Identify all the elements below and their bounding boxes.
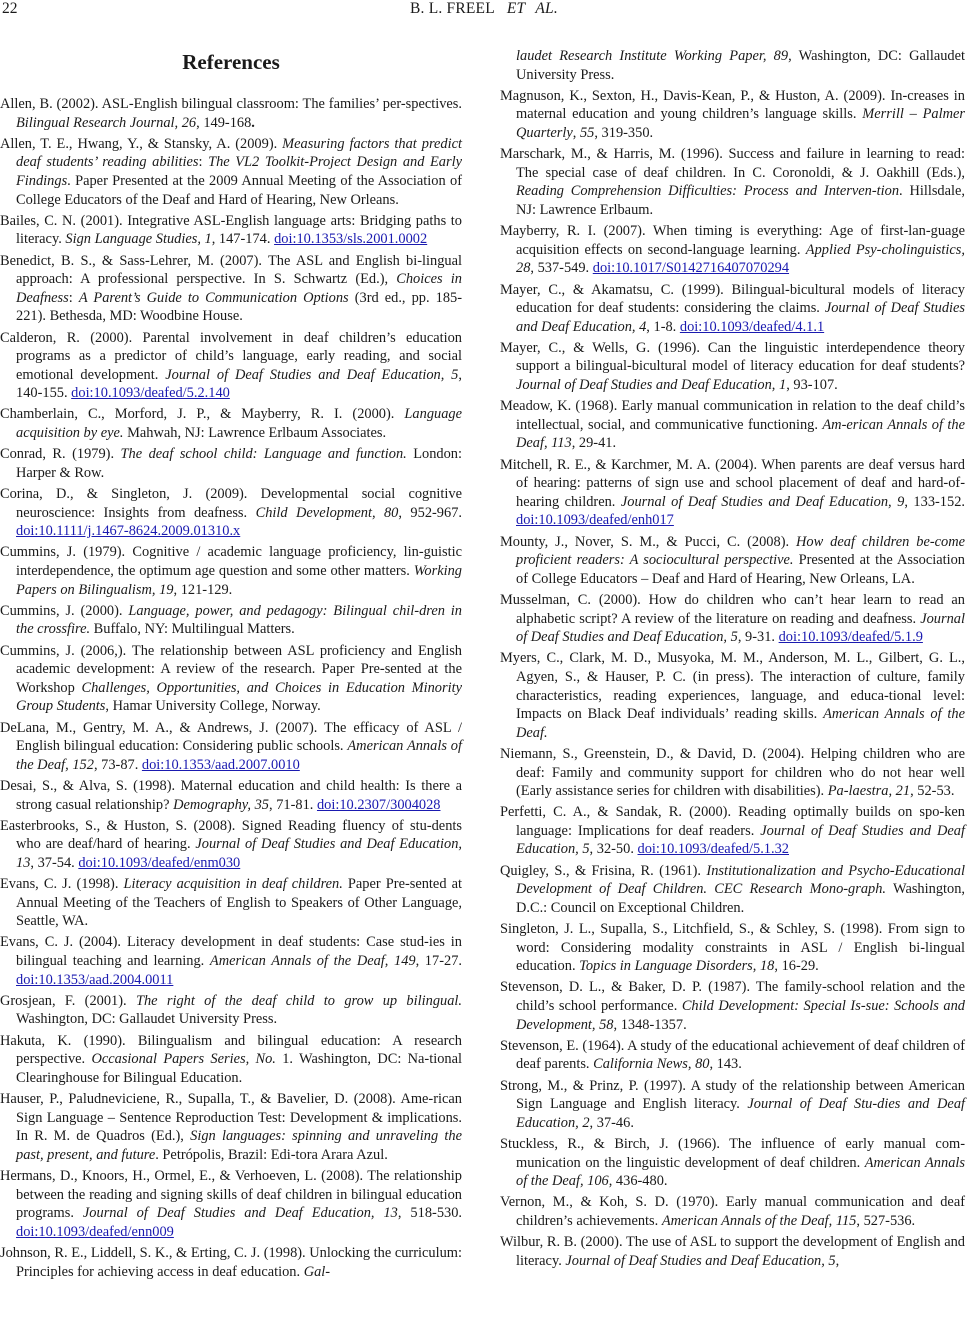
reference-text: Hermans, D., Knoors, H., Ormel, E., & Verhoeven, L. (2008). The relationship between the reading and signing skills of deaf children in bilingual education programs. <box>0 1167 462 1222</box>
doi-link[interactable]: doi:10.1093/deafed/4.1.1 <box>679 318 825 335</box>
reference-text: Perfetti, C. A., & Sandak, R. (2000). Reading optimally builds on spo-ken language: Implications for deaf readers. <box>500 804 965 839</box>
reference-text: Niemann, S., Greenstein, D., & David, D. (2004). Helping children who are deaf: Family and community support for children who do not hear well (Early assistance series for children with disabilities). <box>500 745 965 800</box>
reference-entry <box>500 1193 965 1230</box>
doi-link[interactable]: doi:10.1093/deafed/enn009 <box>16 1223 174 1240</box>
reference-text: Conrad, R. (1979). <box>0 446 121 463</box>
doi-link[interactable]: doi:10.1353/sls.2001.0002 <box>274 231 428 248</box>
reference-entry-continued <box>500 47 965 84</box>
reference-text: Mayberry, R. I. (2007). When timing is everything: Age of first-lan-guage acquisition effects on second-language learning. <box>500 223 965 258</box>
reference-text: , 1-8. <box>646 318 680 335</box>
reference-text: Cummins, J. (2000). <box>0 602 129 619</box>
reference-entry <box>0 777 462 814</box>
reference-entry <box>0 543 462 599</box>
reference-entry <box>0 875 462 931</box>
reference-text: Evans, C. J. (2004). Literacy development in deaf students: Case stud-ies in bilingual teaching and learning. <box>0 934 462 970</box>
reference-source-italic: Am-erican Annals of the Deaf, 113 <box>516 416 965 452</box>
reference-text: , 17-27. <box>415 953 462 970</box>
reference-text: Wilbur, R. B. (2000). The use of ASL to support the development of English and literacy. <box>500 1234 965 1269</box>
reference-source-italic: Pa-laestra, 21 <box>827 783 911 800</box>
reference-text: Evans, C. J. (1998). <box>0 876 124 893</box>
reference-source-italic: How deaf children be-come proficient readers: A sociocultural perspective. <box>516 533 965 569</box>
reference-text: Stevenson, D. L., & Baker, D. P. (1987). The family-school relation and the child’s school performance. <box>500 979 965 1014</box>
reference-source-italic: Institutionalization and Psycho-Educational Development of Deaf Children. CEC Research Mono-graph. <box>516 862 965 898</box>
reference-source-italic: American Annals of the Deaf, 152 <box>16 738 462 773</box>
reference-text: Grosjean, F. (2001). <box>0 992 136 1009</box>
reference-entry <box>0 252 462 326</box>
reference-text: Mitchell, R. E., & Karchmer, M. A. (2004). When parents are deaf versus hard of hearing: patterns of sign use and school placement of deaf and hard-of-hearing children. <box>500 456 965 510</box>
reference-source-italic: Language acquisition by eye. <box>16 406 462 442</box>
reference-text: Benedict, B. S., & Sass-Lehrer, M. (2007). The ASL and English bi-lingual approach: A professional perspective. In S. Schwartz (Ed.), <box>0 252 462 288</box>
reference-text: Bailes, C. N. (2001). Integrative ASL-English language arts: Bridging paths to literacy. <box>0 212 462 248</box>
reference-text: Musselman, C. (2000). How do children who can’t hear learn to read an alphabetic script? A review of the literature on reading and deafness. <box>500 591 965 627</box>
doi-link[interactable]: doi:10.1093/deafed/enh017 <box>516 512 674 529</box>
running-head-authors: B. L. FREEL <box>410 0 495 17</box>
reference-source-italic: Applied Psy-cholinguistics, 28 <box>516 241 965 277</box>
doi-link[interactable]: doi:10.1353/aad.2004.0011 <box>16 971 174 988</box>
reference-source-italic: Journal of Deaf Studies and Deaf Education, 5 <box>165 366 459 383</box>
reference-text: Myers, C., Clark, M. D., Musyoka, M. M., Anderson, M. L., Gilbert, G. L., Agyen, S., & Hauser, P. C. (in press). The interaction of culture, family characteristics, reading experiences, language, and educa-tional level: Impacts on Black Deaf individuals’ reading skills. <box>500 650 965 723</box>
reference-text: (3rd ed., pp. 185-221). Bethesda, MD: Woodbine House. <box>16 289 463 325</box>
reference-entry <box>500 1037 965 1074</box>
reference-entry <box>500 339 965 395</box>
reference-text: , 73-87. <box>93 756 142 773</box>
reference-text: Corina, D., & Singleton, J. (2009). Developmental social cognitive neuroscience: Insights from deafness. <box>0 486 462 521</box>
reference-source-italic: A Parent’s Guide to Communication Options <box>78 289 349 306</box>
section-title: References <box>182 50 280 74</box>
reference-text: Stuckless, R., & Birch, J. (1966). The influence of early manual com-munication on the linguistic development of deaf children. <box>500 1135 965 1171</box>
doi-link[interactable]: doi:10.1093/deafed/5.1.9 <box>778 629 923 646</box>
reference-source-italic: Bilingual Research Journal, 26 <box>16 114 197 131</box>
reference-text: London: Harper & Row. <box>16 446 462 481</box>
reference-entry <box>500 533 965 589</box>
reference-entry <box>500 397 965 453</box>
reference-source-italic: Sign Language Studies, 1 <box>65 231 212 248</box>
reference-text: , 133-152. <box>904 493 965 510</box>
reference-entry <box>500 456 965 530</box>
reference-source-italic: Journal of Deaf Studies and Deaf Education, 13 <box>16 836 462 871</box>
reference-text: , 93-107. <box>786 377 838 394</box>
reference-text: , <box>835 1252 840 1269</box>
reference-text: Hakuta, K. (1990). Bilingualism and bilingual education: A research perspective. <box>0 1032 462 1068</box>
reference-entry <box>0 135 462 209</box>
doi-link[interactable]: doi:10.1111/j.1467-8624.2009.01310.x <box>16 523 241 540</box>
reference-text: , 140-155. <box>16 366 462 402</box>
reference-entry <box>0 817 462 873</box>
reference-entry <box>0 1090 462 1164</box>
reference-text: Vernon, M., & Koh, S. D. (1970). Early manual communication and deaf children’s achievements. <box>500 1194 965 1229</box>
doi-link[interactable]: doi:10.1017/S0142716407070294 <box>592 260 790 277</box>
reference-text: Chamberlain, C., Morford, J. P., & Mayberry, R. I. (2000). <box>0 406 405 423</box>
reference-entry <box>0 212 462 249</box>
reference-entry <box>500 1077 965 1133</box>
reference-source-italic: Merrill – Palmer Quarterly <box>516 106 965 141</box>
reference-text: Strong, M., & Prinz, P. (1997). A study of the relationship between American Sign Language and English literacy. <box>500 1077 965 1113</box>
reference-text: Quigley, S., & Frisina, R. (1961). <box>500 862 707 879</box>
reference-text: , 16-29. <box>774 958 819 975</box>
reference-text: , 121-129. <box>173 581 233 598</box>
reference-entry <box>500 1135 965 1191</box>
reference-text: Presented at the Association of College Educators – Deaf and Hard of Hearing, New Orleans, LA. <box>516 552 965 587</box>
reference-source-italic: Journal of Deaf Studies and Deaf Education, 4 <box>516 300 966 335</box>
reference-text: , 143. <box>709 1056 742 1073</box>
doi-link[interactable]: doi:10.1093/deafed/enm030 <box>78 854 241 871</box>
reference-entry <box>0 1244 462 1281</box>
reference-text: , 319-350. <box>594 124 654 141</box>
reference-text: . Paper Presented at the 2009 Annual Meeting of the Association of College Educators of the Deaf and Hard of Hearing, New Orleans. <box>16 172 462 208</box>
reference-text: Hauser, P., Paludneviciene, R., Supalla, T., & Bavelier, D. (2008). Ame-rican Sign Language – Sentence Reproduction Test: Development & implications. In R. M. de Quadros (Ed.), <box>0 1090 462 1145</box>
reference-source-italic: Challenges, Opportunities, and Choices in Education Minority Group Students <box>16 679 462 715</box>
reference-source-italic: 55 <box>579 124 595 141</box>
reference-source-italic: American Annals of the Deaf, 115 <box>661 1212 857 1229</box>
reference-text: . Hillsdale, NJ: Lawrence Erlbaum. <box>516 183 965 218</box>
reference-text: , 52-53. <box>910 783 955 800</box>
reference-source-italic: Journal of Deaf Studies and Deaf Education, 5 <box>516 822 965 858</box>
reference-text: : <box>68 289 79 306</box>
reference-source-italic: Journal of Deaf Studies and Deaf Education, 1 <box>516 377 787 394</box>
reference-text: Buffalo, NY: Multilingual Matters. <box>90 621 295 638</box>
reference-text: Mahwah, NJ: Lawrence Erlbaum Associates. <box>123 425 387 442</box>
reference-source-italic: Literacy acquisition in deaf children. <box>123 876 343 893</box>
doi-link[interactable]: doi:10.1093/deafed/5.2.140 <box>71 385 230 402</box>
reference-text: Calderon, R. (2000). Parental involvement in deaf children’s education programs as a predictor of child’s language, early reading, and social emotional development. <box>0 329 462 383</box>
doi-link[interactable]: doi:10.1353/aad.2007.0010 <box>141 756 300 773</box>
reference-source-italic: Choices in Deafness <box>16 271 462 306</box>
reference-text: DeLana, M., Gentry, M. A., & Andrews, J. (2007). The efficacy of ASL / English bilingual education: Considering public schools. <box>0 719 462 755</box>
reference-entry <box>0 329 462 403</box>
reference-entry <box>500 862 965 918</box>
reference-source-italic: Occasional Papers Series, No. <box>91 1051 276 1068</box>
reference-source-italic: Topics in Language Disorders, 18 <box>579 958 775 975</box>
reference-text: Easterbrooks, S., & Huston, S. (2008). Signed Reading fluency of stu-dents who are deaf/hard of hearing. <box>0 817 462 853</box>
reference-text: , 518-530. <box>397 1205 462 1222</box>
reference-source-italic: Demography, 35 <box>173 796 269 813</box>
reference-entry <box>500 1233 965 1270</box>
reference-entry <box>500 222 965 278</box>
doi-link[interactable]: doi:10.1093/deafed/5.1.32 <box>637 841 789 858</box>
reference-text: Paper Pre-sented at Annual Meeting of the Teachers of English to Speakers of Other Language, Seattle, WA. <box>16 876 462 930</box>
reference-entry <box>0 485 462 541</box>
reference-source-italic: American Annals of the Deaf. <box>516 706 965 741</box>
reference-source-italic: The right of the deaf child to grow up bilingual. <box>135 992 462 1009</box>
reference-text-bold: . <box>251 114 255 131</box>
reference-text: , 537-549. <box>530 260 593 277</box>
reference-text: , <box>572 124 580 141</box>
reference-text: , 9-31. <box>737 629 779 646</box>
reference-entry <box>0 602 462 639</box>
reference-entry <box>0 933 462 989</box>
reference-entry <box>0 95 462 132</box>
reference-text: , 527-536. <box>856 1212 916 1229</box>
reference-source-italic: Language, power, and pedagogy: Bilingual chil-dren in the crossfire. <box>16 602 462 638</box>
reference-source-italic: American Annals of the Deaf, 106 <box>516 1154 965 1190</box>
reference-text: Singleton, J. L., Supalla, S., Litchfield, S., & Schley, S. (1998). From sign to word: Considering modality constraints in ASL / English bi-lingual education. <box>500 921 965 975</box>
reference-text: Magnuson, K., Sexton, H., Davis-Kean, P., & Huston, A. (2009). In-creases in maternal education and young children’s language skills. <box>500 87 965 123</box>
reference-entry <box>500 145 965 219</box>
reference-entry <box>500 745 965 801</box>
reference-source-italic: Journal of Deaf Studies and Deaf Education, 5 <box>516 610 965 646</box>
reference-text: , Washington, DC: Gallaudet University Press. <box>516 48 966 83</box>
running-head-et: ET <box>506 0 526 17</box>
reference-text: , 436-480. <box>608 1173 668 1190</box>
reference-text: Stevenson, E. (1964). A study of the educational achievement of deaf children of deaf parents. <box>500 1037 965 1073</box>
reference-entry <box>500 803 965 859</box>
reference-entry <box>500 978 965 1034</box>
reference-text: , 32-50. <box>589 841 638 858</box>
reference-text: , 71-81. <box>269 796 317 813</box>
reference-text: Mayer, C., & Wells, G. (1996). Can the linguistic interdependence theory support a bilingual-bicultural model of literacy education for deaf students? <box>500 339 965 375</box>
reference-text: Mounty, J., Nover, S. M., & Pucci, C. (2008). <box>500 533 797 550</box>
reference-source-italic: American Annals of the Deaf, 149 <box>209 953 416 970</box>
reference-source-italic: California News, 80 <box>593 1056 710 1073</box>
reference-source-italic: Journal of Deaf Studies and Deaf Education, 13 <box>82 1205 398 1222</box>
reference-text: , 952-967. <box>398 504 462 521</box>
reference-text: Johnson, R. E., Liddell, S. K., & Erting, C. J. (1998). Unlocking the curriculum: Principles for achieving access in deaf education. <box>0 1244 462 1280</box>
reference-entry <box>500 920 965 976</box>
reference-source-italic: Child Development, 80 <box>255 504 399 521</box>
reference-text: : <box>198 154 209 171</box>
reference-text: Cummins, J. (1979). Cognitive / academic language proficiency, lin-guistic interdependence, the optimum age question and some other matters. <box>0 544 462 579</box>
reference-source-italic: Measuring factors that predict deaf students’ reading abilities <box>16 135 462 171</box>
reference-entry <box>500 281 965 337</box>
reference-source-italic: Journal of Deaf Studies and Deaf Education, 5 <box>565 1252 836 1269</box>
reference-text: 1. Washington, DC: Na-tional Clearinghouse for Bilingual Education. <box>16 1051 462 1086</box>
reference-source-italic: Child Development: Special Is-sue: Schools and Development, 58 <box>516 998 965 1033</box>
reference-text: , 29-41. <box>571 435 617 452</box>
reference-text: Washington, D.C.: Council on Exceptional Children. <box>516 881 966 916</box>
references-right-column <box>500 47 965 1273</box>
reference-text: Mayer, C., & Akamatsu, C. (1999). Bilingual-bicultural models of literacy education for deaf students: considering the claims. <box>500 281 965 317</box>
reference-text: Desai, S., & Alva, S. (1998). Maternal education and child health: Is there a strong casual relationship? <box>0 777 462 813</box>
reference-text: Washington, DC: Gallaudet University Press. <box>16 1011 278 1028</box>
reference-entry <box>0 992 462 1029</box>
reference-text: Marschark, M., & Harris, M. (1996). Success and failure in learning to read: The special case of deaf children. In C. Coronoldi, & J. Oakhill (Eds.), <box>500 146 965 181</box>
running-head <box>0 0 968 18</box>
reference-text: , Hamar University College, Norway. <box>105 698 321 715</box>
reference-text: Allen, T. E., Hwang, Y., & Stansky, A. (2009). <box>0 135 283 152</box>
page-number: 22 <box>2 0 18 17</box>
reference-entry <box>500 87 965 143</box>
reference-source-italic: Working Papers on Bilingualism, 19 <box>16 563 462 598</box>
reference-text: . Petrópolis, Brazil: Edi-tora Arara Azul. <box>155 1146 388 1163</box>
reference-text: Meadow, K. (1968). Early manual communication in relation to the deaf child’s intellectual, social, and communicative functioning. <box>500 398 965 433</box>
reference-text: Cummins, J. (2006,). The relationship between ASL proficiency and English academic development: A review of the research. Paper Pre-sented at the Workshop <box>0 642 462 696</box>
reference-entry <box>500 591 965 647</box>
reference-text: , 37-46. <box>589 1114 634 1131</box>
reference-text: Allen, B. (2002). ASL-English bilingual classroom: The families’ per-spectives. <box>0 96 462 112</box>
doi-link[interactable]: doi:10.2307/3004028 <box>316 796 441 813</box>
reference-entry <box>0 405 462 442</box>
reference-source-italic: Sign languages: spinning and unraveling the past, present, and future <box>16 1128 462 1163</box>
reference-source-italic: Journal of Deaf Stu-dies and Deaf Education, 2 <box>516 1096 966 1131</box>
reference-entry <box>0 445 462 482</box>
reference-text: , 37-54. <box>30 854 79 871</box>
reference-text: , 147-174. <box>211 231 275 248</box>
references-left-column <box>0 95 462 1284</box>
reference-source-italic: Reading Comprehension Difficulties: Process and Interven-tion <box>516 183 900 200</box>
reference-source-italic: Journal of Deaf Studies and Deaf Education, 9 <box>620 493 905 510</box>
reference-text: , 1348-1357. <box>613 1016 687 1033</box>
reference-entry <box>0 1167 462 1241</box>
reference-source-italic: The VL2 Toolkit-Project Design and Early Findings <box>16 154 462 189</box>
reference-entry <box>500 649 965 742</box>
reference-source-italic: Gal- <box>303 1263 331 1280</box>
reference-source-italic: The deaf school child: Language and function. <box>120 446 407 463</box>
reference-source-italic: laudet Research Institute Working Paper, 89 <box>516 48 789 64</box>
reference-entry <box>0 1032 462 1088</box>
reference-entry <box>0 642 462 716</box>
running-head-al: AL. <box>535 0 558 17</box>
reference-text: , 149-168 <box>196 114 252 131</box>
reference-entry <box>0 719 462 775</box>
